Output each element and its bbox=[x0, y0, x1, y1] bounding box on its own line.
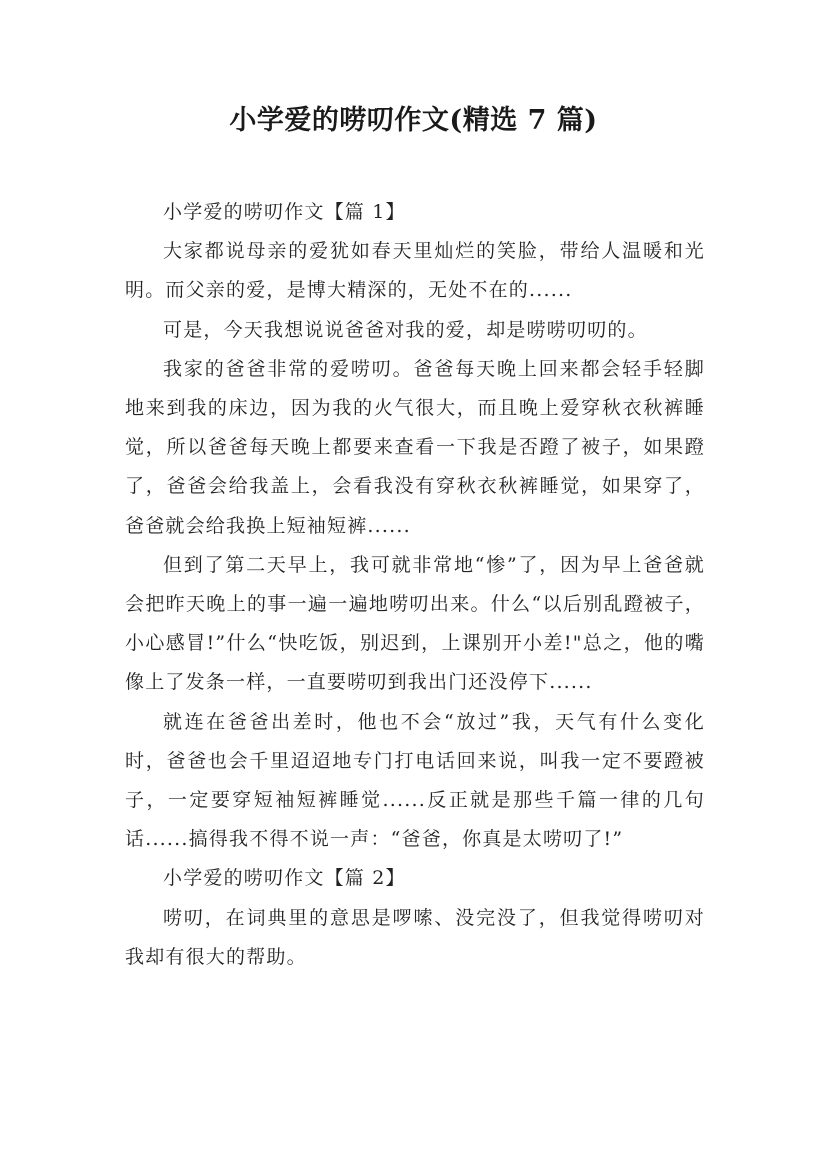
document-title: 小学爱的唠叨作文(精选 7 篇) bbox=[229, 105, 598, 136]
paragraph: 我家的爸爸非常的爱唠叨。爸爸每天晚上回来都会轻手轻脚地来到我的床边，因为我的火气很大，而且晚上爱穿秋衣秋裤睡觉，所以爸爸每天晚上都要来查看一下我是否蹬了被子，如果蹬了，爸爸会给我盖上，会看我没有穿秋衣秋裤睡觉，如果穿了，爸爸就会给我换上短袖短裤...... bbox=[125, 357, 705, 537]
paragraph: 唠叨，在词典里的意思是啰嗦、没完没了，但我觉得唠叨对我却有很大的帮助。 bbox=[125, 906, 705, 968]
paragraph: 可是，今天我想说说爸爸对我的爱，却是唠唠叨叨的。 bbox=[163, 318, 648, 341]
section-heading-2: 小学爱的唠叨作文【篇 2】 bbox=[163, 867, 406, 890]
paragraph: 但到了第二天早上，我可就非常地“惨”了，因为早上爸爸就会把昨天晚上的事一遍一遍地唠叨出来。什么“以后别乱蹬被子，小心感冒!”什么“快吃饭，别迟到，上课别开小差!"总之，他的嘴像上了发条一样，一直要唠叨到我出门还没停下...... bbox=[125, 553, 705, 694]
paragraph: 大家都说母亲的爱犹如春天里灿烂的笑脸，带给人温暖和光明。而父亲的爱，是博大精深的，无处不在的...... bbox=[125, 240, 705, 302]
paragraph: 就连在爸爸出差时，他也不会“放过”我，天气有什么变化时，爸爸也会千里迢迢地专门打电话回来说，叫我一定不要蹬被子，一定要穿短袖短裤睡觉......反正就是那些千篇一律的几句话......搞得我不得不说一声：“爸爸，你真是太唠叨了!” bbox=[125, 710, 705, 851]
document-body bbox=[125, 193, 705, 977]
section-heading-1: 小学爱的唠叨作文【篇 1】 bbox=[163, 201, 406, 223]
